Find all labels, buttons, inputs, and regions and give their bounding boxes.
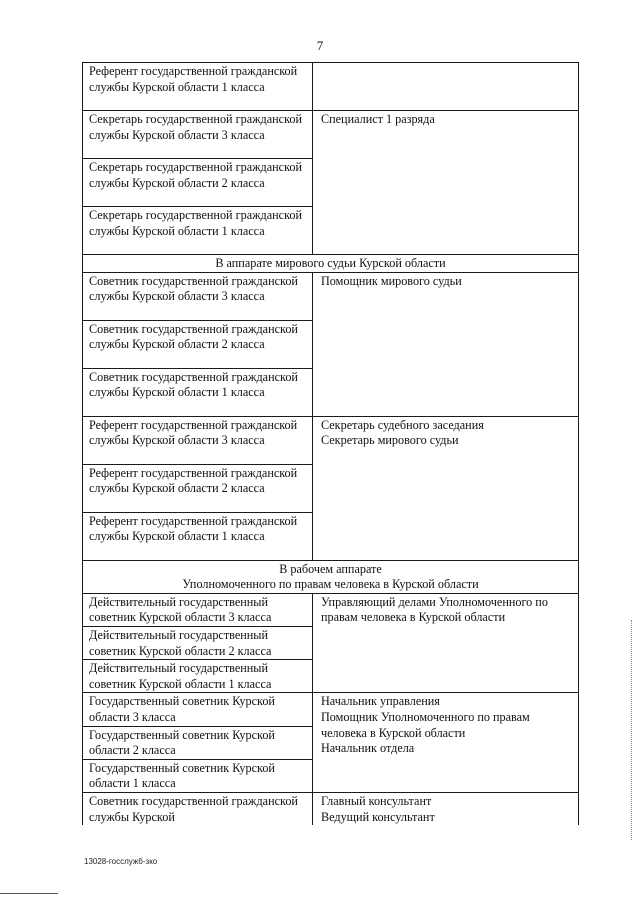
section-title: В аппарате мирового судьи Курской области [83, 255, 579, 273]
position-cell [313, 792, 579, 825]
table-row [83, 272, 579, 320]
civil-rank-cell: Референт государственной гражданской службы Курской области 1 класса [83, 63, 313, 111]
table-row [83, 593, 579, 626]
positions-table [82, 62, 579, 825]
civil-rank-cell: Советник государственной гражданской службы Курской области 3 класса [83, 272, 313, 320]
civil-rank-cell: Советник государственной гражданской службы Курской области 2 класса [83, 320, 313, 368]
civil-rank-cell: Советник государственной гражданской службы Курской [83, 792, 313, 825]
position-line: Главный консультант [321, 793, 432, 808]
position-line: Начальник отдела [321, 741, 415, 756]
scan-artifact-edge [631, 620, 632, 840]
civil-rank-cell: Секретарь государственной гражданской службы Курской области 1 класса [83, 207, 313, 255]
position-cell [313, 693, 579, 793]
position-cell: Специалист 1 разряда [313, 111, 579, 255]
civil-rank-cell: Государственный советник Курской области 3 класса [83, 693, 313, 726]
position-line: Ведущий консультант [321, 809, 435, 824]
table-row [83, 63, 579, 111]
section-title [83, 560, 579, 593]
civil-rank-cell: Секретарь государственной гражданской службы Курской области 3 класса [83, 111, 313, 159]
civil-rank-cell: Государственный советник Курской области 1 класса [83, 759, 313, 792]
civil-rank-cell: Действительный государственный советник Курской области 3 класса [83, 593, 313, 626]
table-row [83, 416, 579, 464]
civil-rank-cell: Государственный советник Курской области 2 класса [83, 726, 313, 759]
position-line: Секретарь судебного заседания [321, 417, 484, 432]
civil-rank-cell: Референт государственной гражданской службы Курской области 2 класса [83, 464, 313, 512]
civil-rank-cell: Референт государственной гражданской службы Курской области 3 класса [83, 416, 313, 464]
section-title-line: Уполномоченного по правам человека в Курской области [182, 577, 479, 592]
position-line: Секретарь мирового судьи [321, 433, 459, 448]
table-row [83, 693, 579, 726]
position-cell: Помощник мирового судьи [313, 272, 579, 416]
section-title-line: В рабочем аппарате [279, 561, 382, 576]
position-cell [313, 416, 579, 560]
civil-rank-cell: Действительный государственный советник Курской области 1 класса [83, 660, 313, 693]
position-cell [313, 63, 579, 111]
civil-rank-cell: Советник государственной гражданской службы Курской области 1 класса [83, 368, 313, 416]
document-code: 13028-госслужб-зко [84, 857, 158, 866]
civil-rank-cell: Действительный государственный советник Курской области 2 класса [83, 626, 313, 659]
scan-artifact-line [0, 893, 58, 894]
civil-rank-cell: Секретарь государственной гражданской службы Курской области 2 класса [83, 159, 313, 207]
civil-rank-cell: Референт государственной гражданской службы Курской области 1 класса [83, 512, 313, 560]
position-line: Помощник Уполномоченного по правам человека в Курской области [321, 709, 530, 740]
position-line: Начальник управления [321, 694, 440, 709]
table-row [83, 111, 579, 159]
position-cell: Управляющий делами Уполномоченного по правам человека в Курской области [313, 593, 579, 693]
section-header-row [83, 560, 579, 593]
section-header-row [83, 255, 579, 273]
table-row [83, 792, 579, 825]
page-number: 7 [316, 38, 324, 53]
